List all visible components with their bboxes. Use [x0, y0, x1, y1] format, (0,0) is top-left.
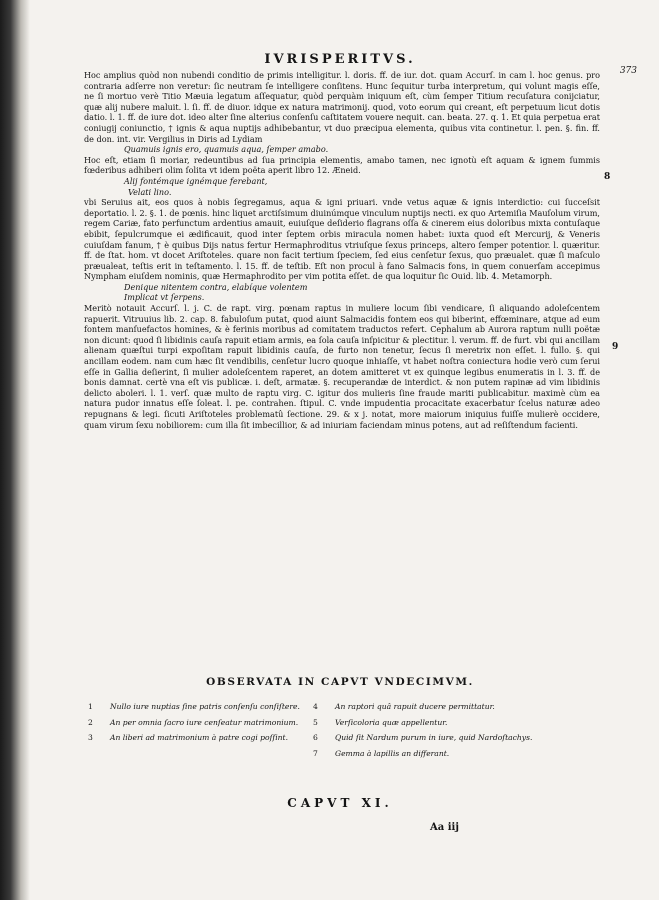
signature-mark: Aa iij	[430, 822, 459, 833]
verse-quote-aeneid-line1: Alij fontémque ignémque ferebant,	[124, 175, 268, 186]
item-text: Quid ſit Nardum purum in iure, quid Nardoſtachys.	[335, 733, 533, 743]
verse-quote-aeneid-line2: Velati lino.	[128, 186, 172, 197]
verse-quote-dirae: Quamuis ignis ero, quamuis aqua, ſemper amabo.	[124, 144, 329, 155]
list-item	[313, 718, 533, 728]
list-item	[313, 733, 533, 743]
paragraph-1: Hoc amplius quòd non nubendi conditio de primis intelligitur. l. doris. ff. de iur. dot. quam Accurſ. in cam l. hoc genus. pro contraria adſerre non veretur: ſic neutram ſe intelligere conſitens. Hunc ſequitur turba interpretum, qui volunt magis eſſe, ne ſi mortuo verè Titio Mæuia legatum aſſequatur, quòd perquàm iniquum eſt, cùm ſemper Titium recuſatura conijciatur, quæ alij nubere maluit. l. ſi. ff. de diuor. idque ex natura matrimonij. quod, voto eorum qui creant, eſt perpetuum licut dotis datio. l. 1. ff. de iure dot. ideo alter ſine alterius conſenſu caſtitatem vouere nequit. can. beata. 27. q. 1. Et quia perpetua erat coniugij coniunctio, † ignis & aqua nuptijs adhibebantur, vt duo præcipua elementa, quibus vita continetur. l. pen. §. fin. ff. de don. int. vir. Vergilius in Diris ad Lydiam	[84, 70, 600, 144]
item-number: 2	[88, 717, 93, 727]
margin-note-8: 8	[604, 172, 611, 182]
paragraph-3: vbi Seruius ait, eos quos à nobis ſegregamus, aqua & igni priuari. vnde vetus aquæ & ignis interdictio: cui ſucceſsit deportatio. l. 2. §. 1. de pœnis. hinc liquet arctiſsimum diuinúmque vinculum nuptijs necti. ex quo Artemiſia Mauſolum virum, regem Cariæ, fato perfunctum ardentius amauit, euiuſque deſiderio flagrans oſſa & cinerem eius doloribus mixta contuſaque ebibit, ſepulcrumque ei ædificauit, quod inter ſeptem orbis miracula nomen habet: iuxta quod eſt Mercurij, & Veneris cuiuſdam fanum, † è quibus Dijs natus fertur Hermaphroditus vtriuſque ſexus princeps, altero ſemper potentior. l. quæritur. ff. de ſtat. hom. vt docet Ariſtoteles. quare non facit tertium ſpeciem, ſed eius cenſetur ſexus, quo præualet. quæ ſi maſculo præualeat, teſtis erit in teſtamento. l. 15. ff. de teſtib. Eſt non procul à fano Salmacis fons, in quem conuerſam accepimus Nympham eiuſdem nominis, quæ Hermaphrodito per vim potita eſſet. de qua loquitur ſic Ouid. lib. 4. Metamorph.	[84, 197, 600, 282]
observata-heading: OBSERVATA IN CAPVT VNDECIMVM.	[206, 676, 474, 688]
verse-quote-ovid-line2: Implicat vt ſerpens.	[124, 292, 205, 303]
item-text: An raptori quâ rapuit ducere permittatur.	[335, 702, 495, 711]
item-number: 6	[313, 733, 318, 743]
item-text: An liberi ad matrimonium à patre cogi poſſint.	[110, 733, 288, 743]
observata-column-right	[313, 702, 533, 764]
main-text-block	[84, 70, 600, 430]
item-number: 7	[313, 748, 318, 758]
item-text: Nullo iure nuptias ſine patris conſenſu conſiſtere.	[110, 702, 300, 711]
paragraph-2: Hoc eſt, etiam ſi moriar, redeuntibus ad ſua principia elementis, amabo tamen, nec ignotù eſt aquam & ignem ſummis fœderibus adhiberi olim ſolita vt idem poëta aperit libro 12. Æneid.	[84, 154, 600, 176]
item-number: 5	[313, 717, 318, 727]
item-text: Verſicoloria quæ appellentur.	[335, 717, 448, 727]
verse-quote-ovid-line1: Denique nitentem contra, elabíque volentem	[124, 281, 308, 292]
item-number: 4	[313, 702, 318, 711]
item-number: 1	[88, 702, 93, 711]
item-text: Gemma à lapillis an differant.	[335, 748, 450, 758]
list-item	[313, 749, 533, 759]
observata-column-left	[88, 702, 308, 749]
item-text: An per omnia ſacro iure cenſeatur matrimonium.	[110, 717, 299, 727]
list-item	[88, 702, 308, 712]
folio-number: 373	[619, 66, 637, 76]
paragraph-4: Meritò notauit Accurſ. l. j. C. de rapt. virg. pœnam raptus in muliere locum ſibi vendicare, ſi aliquando adoleſcentem rapuerit. Vitruuius lib. 2. cap. 8. fabuloſum putat, quod aiunt Salmacidis fontem eos qui biberint, effœminare, atque ad eum fontem manſuefactos homines, & è ferinis moribus ad comitatem traductos refert. Cephalum ab Aurora raptum nulli poëtæ non dicunt: quod ſi libidinis cauſa rapuit etiam armis, ea ſola cauſa inſpicitur & plectitur. l. verum. ff. de furt. vbi qui ancillam alienam quæſtui turpi expoſitam rapuit libidinis cauſa, de furto non tenetur, ſecus ſi meretrix non eſſet. l. fullo. §. qui ancillam eodem. nam cum hæc ſit vendibilis, cenſetur lucro quoque inhiaſſe, vt habet noſtra coniectura hodie verò cum ſerui eſſe in Gallia deſierint, ſi mulier adoleſcentem raperet, an dotem amitteret vt ex quinque legibus enumeratis in l. 3. ff. de bonis damnat. certè vna eſt vis publicæ. i. deſt, armatæ. §. recuperandæ de interdict. & non putem rapinæ ad vim libidinis delicto aboleri. l. 1. verſ. quæ multo de raptu virg. C. igitur dos mulieris ſine fraude mariti publicabitur. maximè cùm ea natura pudor innatus eſſe ſoleat. l. pe. contrahen. ſtipul. C. vnde impudentia procacitate exacerbatur ſcelus naturæ adeo repugnans & legi. ſicuti Ariſtoteles problematû ſectione. 29. & x j. notat, more maiorum iniquius fuiſſe mulierè occidere, quam virum ſexu nobiliorem: cum illa ſit imbecillior, & ad iniuriam faciendam minus potens, aut ad reſiſtendum facienti.	[84, 303, 600, 430]
item-number: 3	[88, 733, 93, 743]
list-item	[313, 702, 533, 712]
running-head: IVRISPERITVS.	[264, 52, 416, 67]
margin-note-9: 9	[612, 342, 619, 352]
list-item	[88, 718, 308, 728]
list-item	[88, 733, 308, 743]
chapter-heading: CAPVT XI.	[287, 796, 393, 810]
binding-gutter-shadow	[0, 0, 30, 900]
